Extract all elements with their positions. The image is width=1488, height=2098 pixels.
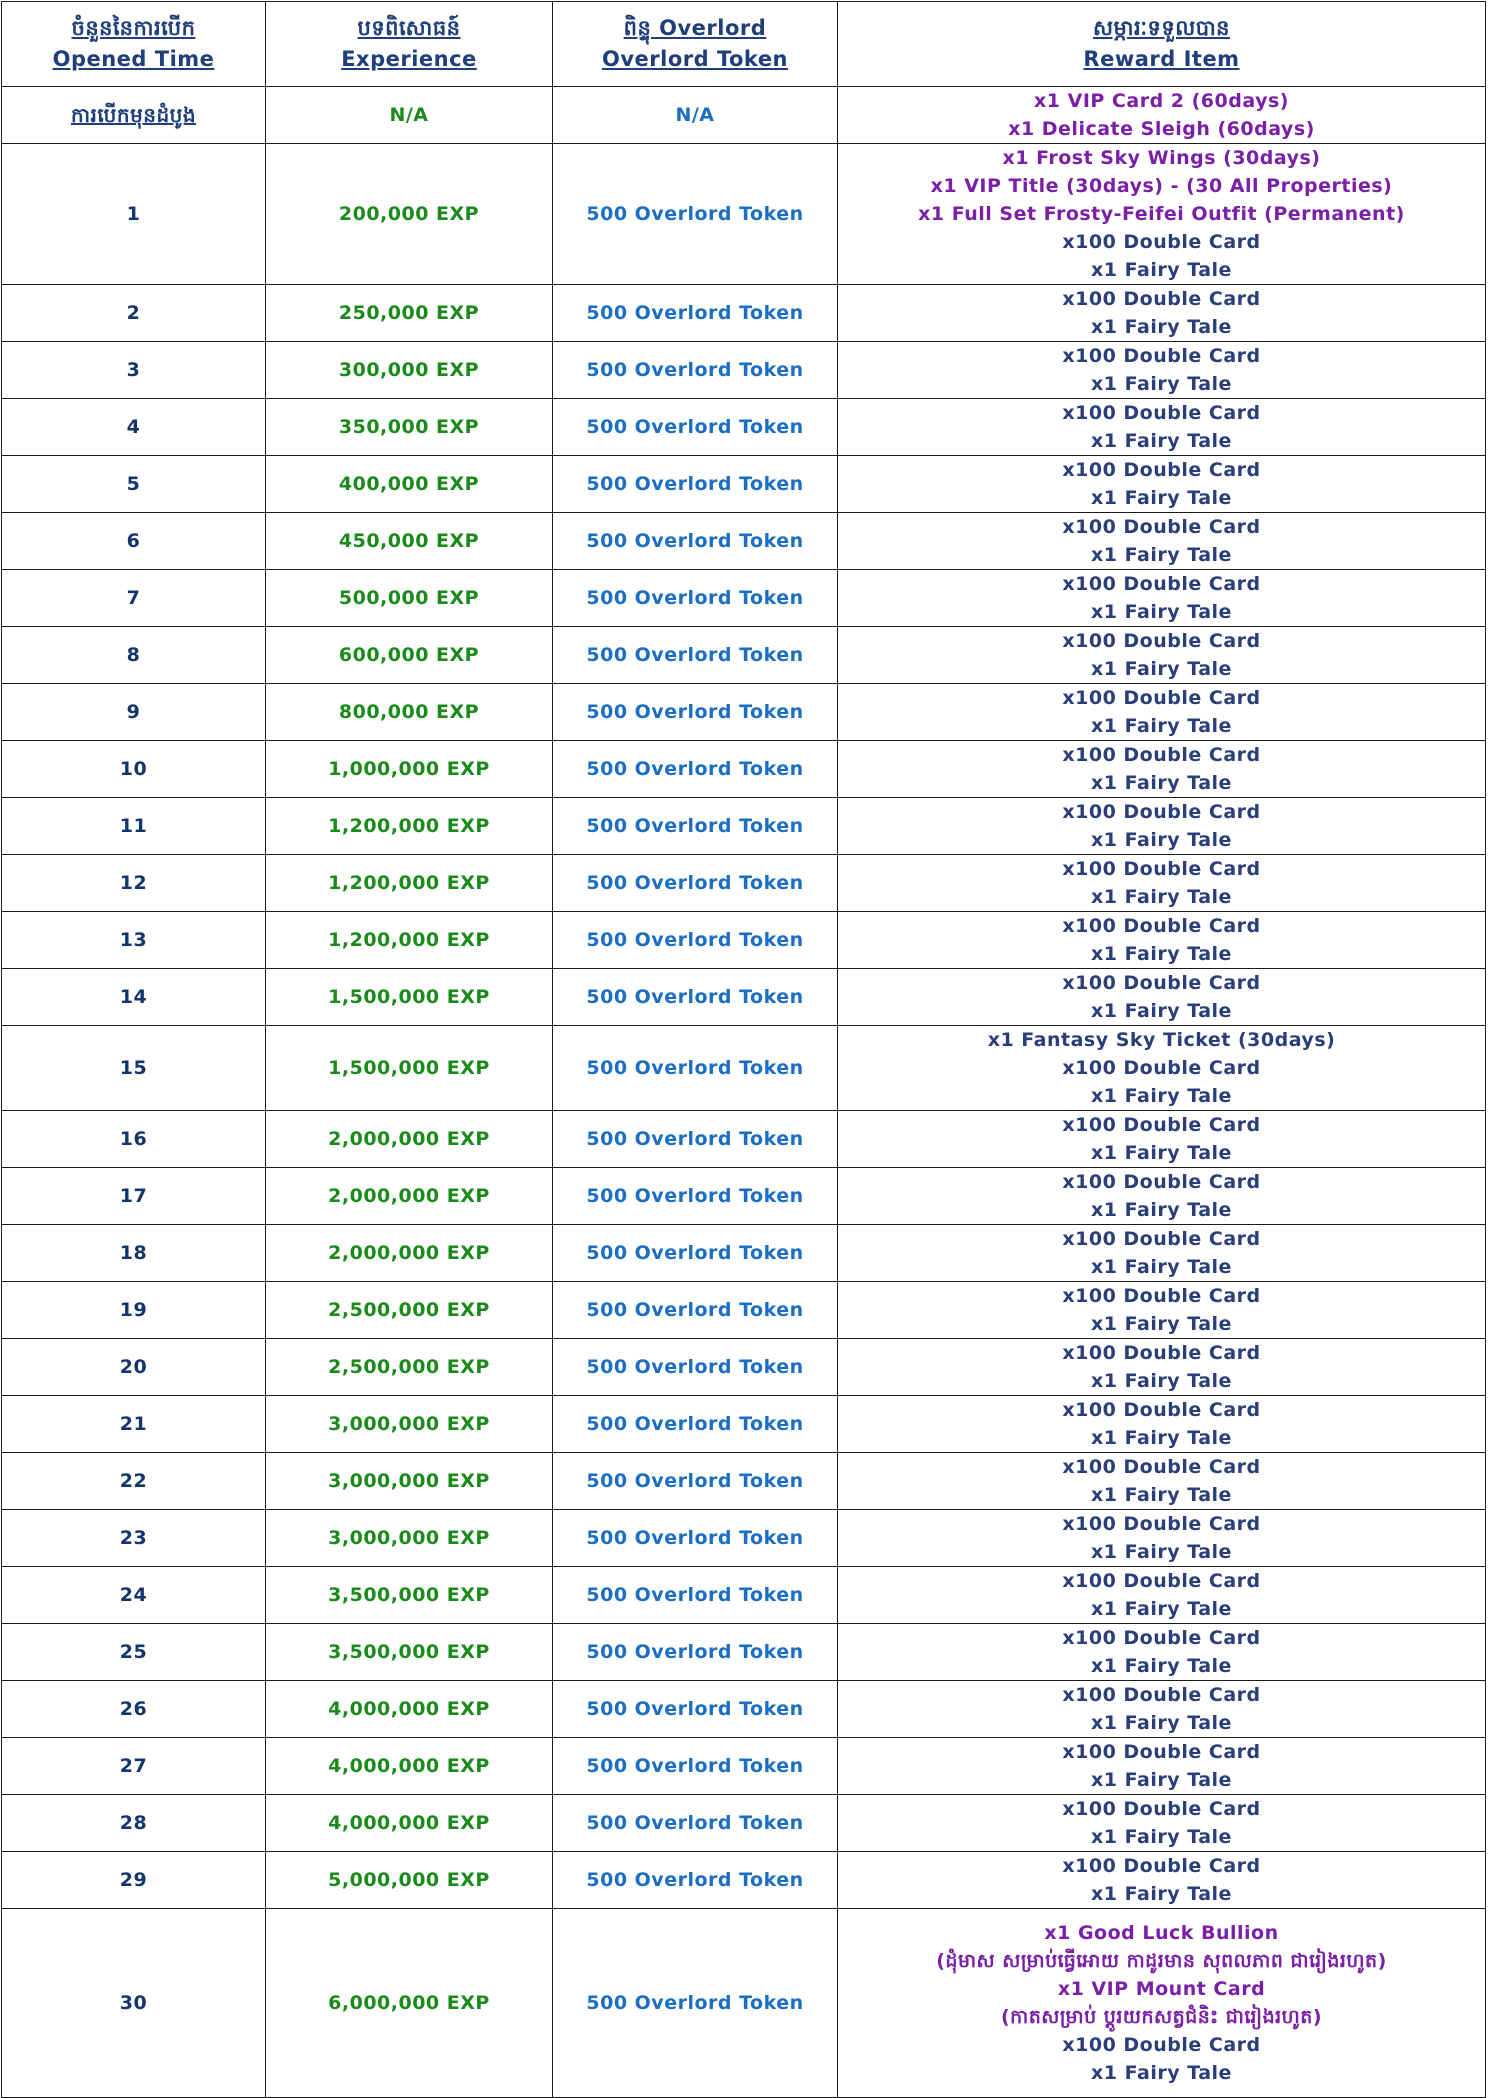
opened-time-cell: 20 bbox=[2, 1339, 266, 1396]
table-row bbox=[2, 1396, 1486, 1453]
header-reward-item-en: Reward Item bbox=[1083, 47, 1240, 71]
reward-line: x1 Fairy Tale bbox=[1091, 487, 1232, 509]
reward-item-cell bbox=[838, 969, 1486, 1026]
reward-item-cell bbox=[838, 1567, 1486, 1624]
reward-line: x1 Delicate Sleigh (60days) bbox=[1008, 118, 1315, 140]
table-row bbox=[2, 399, 1486, 456]
opened-time-cell: 28 bbox=[2, 1795, 266, 1852]
overlord-token-cell: 500 Overlord Token bbox=[553, 456, 838, 513]
reward-item-cell bbox=[838, 1282, 1486, 1339]
opened-time-cell: 18 bbox=[2, 1225, 266, 1282]
opened-time-cell: 13 bbox=[2, 912, 266, 969]
opened-time-cell: 22 bbox=[2, 1453, 266, 1510]
overlord-token-cell: 500 Overlord Token bbox=[553, 285, 838, 342]
table-row bbox=[2, 513, 1486, 570]
reward-line: x100 Double Card bbox=[1062, 1513, 1261, 1535]
experience-cell: 3,000,000 EXP bbox=[266, 1453, 553, 1510]
reward-line: x100 Double Card bbox=[1062, 744, 1261, 766]
reward-line: x1 Fairy Tale bbox=[1091, 259, 1232, 281]
reward-item-cell bbox=[838, 1225, 1486, 1282]
overlord-token-cell: 500 Overlord Token bbox=[553, 342, 838, 399]
reward-item-cell bbox=[838, 1396, 1486, 1453]
reward-line: x100 Double Card bbox=[1062, 1342, 1261, 1364]
table-row bbox=[2, 570, 1486, 627]
reward-line: x1 Fairy Tale bbox=[1091, 2062, 1232, 2084]
reward-line: x100 Double Card bbox=[1062, 687, 1261, 709]
opened-time-cell: 5 bbox=[2, 456, 266, 513]
experience-cell: 300,000 EXP bbox=[266, 342, 553, 399]
reward-item-cell bbox=[838, 342, 1486, 399]
overlord-token-cell: 500 Overlord Token bbox=[553, 741, 838, 798]
opened-time-cell: 11 bbox=[2, 798, 266, 855]
header-experience-km: បទពិសោធន៍ bbox=[357, 16, 461, 40]
table-row bbox=[2, 684, 1486, 741]
experience-cell: 4,000,000 EXP bbox=[266, 1795, 553, 1852]
intro-opened-label: ការបើកមុនដំបូង bbox=[70, 102, 197, 127]
overlord-token-cell: 500 Overlord Token bbox=[553, 570, 838, 627]
reward-line: x1 Fairy Tale bbox=[1091, 544, 1232, 566]
table-row bbox=[2, 741, 1486, 798]
table-row bbox=[2, 1852, 1486, 1909]
reward-line: x100 Double Card bbox=[1062, 516, 1261, 538]
reward-line: x1 Fairy Tale bbox=[1091, 1256, 1232, 1278]
intro-token-cell: N/A bbox=[553, 87, 838, 144]
experience-cell: 2,000,000 EXP bbox=[266, 1111, 553, 1168]
table-row bbox=[2, 1339, 1486, 1396]
table-row bbox=[2, 1795, 1486, 1852]
experience-cell: 2,500,000 EXP bbox=[266, 1282, 553, 1339]
reward-item-cell bbox=[838, 144, 1486, 285]
opened-time-cell: 25 bbox=[2, 1624, 266, 1681]
reward-sheet bbox=[0, 1, 1488, 2084]
table-row bbox=[2, 1738, 1486, 1795]
overlord-token-cell: 500 Overlord Token bbox=[553, 1168, 838, 1225]
overlord-token-cell: 500 Overlord Token bbox=[553, 1396, 838, 1453]
reward-line: x1 VIP Card 2 (60days) bbox=[1034, 90, 1289, 112]
header-reward-item bbox=[838, 2, 1486, 87]
overlord-token-cell: 500 Overlord Token bbox=[553, 855, 838, 912]
reward-table bbox=[1, 1, 1486, 2098]
experience-cell: 3,000,000 EXP bbox=[266, 1396, 553, 1453]
table-row bbox=[2, 798, 1486, 855]
reward-line: x1 Fairy Tale bbox=[1091, 658, 1232, 680]
opened-time-cell: 27 bbox=[2, 1738, 266, 1795]
reward-item-cell bbox=[838, 627, 1486, 684]
reward-line: x1 Fairy Tale bbox=[1091, 316, 1232, 338]
reward-line: x1 Fairy Tale bbox=[1091, 1484, 1232, 1506]
table-row bbox=[2, 855, 1486, 912]
table-row bbox=[2, 912, 1486, 969]
reward-item-cell bbox=[838, 399, 1486, 456]
reward-line: x1 Fairy Tale bbox=[1091, 1883, 1232, 1905]
reward-line: x1 Fairy Tale bbox=[1091, 1370, 1232, 1392]
table-row bbox=[2, 285, 1486, 342]
reward-item-cell bbox=[838, 855, 1486, 912]
reward-item-cell bbox=[838, 1624, 1486, 1681]
reward-line: x100 Double Card bbox=[1062, 801, 1261, 823]
reward-line: x100 Double Card bbox=[1062, 288, 1261, 310]
overlord-token-cell: 500 Overlord Token bbox=[553, 912, 838, 969]
experience-cell: 350,000 EXP bbox=[266, 399, 553, 456]
reward-line: x100 Double Card bbox=[1062, 972, 1261, 994]
table-row bbox=[2, 969, 1486, 1026]
experience-cell: 1,500,000 EXP bbox=[266, 969, 553, 1026]
table-row bbox=[2, 456, 1486, 513]
reward-line: x100 Double Card bbox=[1062, 1798, 1261, 1820]
opened-time-cell: 4 bbox=[2, 399, 266, 456]
header-opened-time-en: Opened Time bbox=[52, 47, 215, 71]
opened-time-cell: 9 bbox=[2, 684, 266, 741]
experience-cell: 450,000 EXP bbox=[266, 513, 553, 570]
table-row bbox=[2, 342, 1486, 399]
intro-row bbox=[2, 87, 1486, 144]
overlord-token-cell: 500 Overlord Token bbox=[553, 1111, 838, 1168]
reward-line: x1 Fairy Tale bbox=[1091, 943, 1232, 965]
header-overlord-token bbox=[553, 2, 838, 87]
reward-item-cell bbox=[838, 513, 1486, 570]
reward-item-cell bbox=[838, 1168, 1486, 1225]
reward-item-cell bbox=[838, 570, 1486, 627]
reward-line: x100 Double Card bbox=[1062, 402, 1261, 424]
reward-line: x100 Double Card bbox=[1062, 630, 1261, 652]
table-row bbox=[2, 1624, 1486, 1681]
header-experience bbox=[266, 2, 553, 87]
opened-time-cell: 10 bbox=[2, 741, 266, 798]
reward-line: x100 Double Card bbox=[1062, 1741, 1261, 1763]
opened-time-cell: 3 bbox=[2, 342, 266, 399]
reward-line: x100 Double Card bbox=[1062, 1627, 1261, 1649]
reward-line: x100 Double Card bbox=[1062, 1114, 1261, 1136]
reward-table-body bbox=[2, 87, 1486, 2098]
reward-line: x100 Double Card bbox=[1062, 459, 1261, 481]
reward-line: x1 Fairy Tale bbox=[1091, 1142, 1232, 1164]
reward-line: (កាតសម្រាប់ ប្តូរយកសត្វជំនិះ ជារៀងរហូត) bbox=[1000, 2006, 1323, 2028]
opened-time-cell: 15 bbox=[2, 1026, 266, 1111]
reward-line: x1 Fairy Tale bbox=[1091, 1000, 1232, 1022]
opened-time-cell: 8 bbox=[2, 627, 266, 684]
opened-time-cell: 23 bbox=[2, 1510, 266, 1567]
reward-item-cell bbox=[838, 1681, 1486, 1738]
reward-line: x1 Fairy Tale bbox=[1091, 1085, 1232, 1107]
reward-line: x1 Fairy Tale bbox=[1091, 430, 1232, 452]
reward-line: x100 Double Card bbox=[1062, 1228, 1261, 1250]
experience-cell: 5,000,000 EXP bbox=[266, 1852, 553, 1909]
intro-opened-cell bbox=[2, 87, 266, 144]
reward-item-cell bbox=[838, 798, 1486, 855]
experience-cell: 1,200,000 EXP bbox=[266, 855, 553, 912]
reward-item-cell bbox=[838, 1795, 1486, 1852]
reward-line: x1 Fairy Tale bbox=[1091, 715, 1232, 737]
table-row bbox=[2, 1111, 1486, 1168]
reward-line: x100 Double Card bbox=[1062, 573, 1261, 595]
reward-line: x1 Fairy Tale bbox=[1091, 1655, 1232, 1677]
reward-line: x1 Fairy Tale bbox=[1091, 886, 1232, 908]
overlord-token-cell: 500 Overlord Token bbox=[553, 399, 838, 456]
reward-item-cell bbox=[838, 1852, 1486, 1909]
intro-reward-cell bbox=[838, 87, 1486, 144]
opened-time-cell: 7 bbox=[2, 570, 266, 627]
reward-line: x1 VIP Mount Card bbox=[1057, 1978, 1266, 2000]
reward-line: x1 Frost Sky Wings (30days) bbox=[1002, 147, 1321, 169]
opened-time-cell: 2 bbox=[2, 285, 266, 342]
experience-cell: 2,500,000 EXP bbox=[266, 1339, 553, 1396]
reward-item-cell bbox=[838, 1453, 1486, 1510]
opened-time-cell: 16 bbox=[2, 1111, 266, 1168]
experience-cell: 500,000 EXP bbox=[266, 570, 553, 627]
experience-cell: 6,000,000 EXP bbox=[266, 1909, 553, 2098]
reward-item-cell bbox=[838, 285, 1486, 342]
header-overlord-token-en: Overlord Token bbox=[601, 47, 789, 71]
opened-time-cell: 17 bbox=[2, 1168, 266, 1225]
overlord-token-cell: 500 Overlord Token bbox=[553, 1681, 838, 1738]
reward-line: x100 Double Card bbox=[1062, 1057, 1261, 1079]
table-row bbox=[2, 1225, 1486, 1282]
reward-line: x100 Double Card bbox=[1062, 858, 1261, 880]
reward-item-cell bbox=[838, 741, 1486, 798]
reward-line: x1 Fantasy Sky Ticket (30days) bbox=[987, 1029, 1336, 1051]
reward-line: x100 Double Card bbox=[1062, 1570, 1261, 1592]
experience-cell: 4,000,000 EXP bbox=[266, 1681, 553, 1738]
reward-line: x1 VIP Title (30days) - (30 All Properties) bbox=[930, 175, 1393, 197]
opened-time-cell: 1 bbox=[2, 144, 266, 285]
reward-line: x1 Fairy Tale bbox=[1091, 772, 1232, 794]
experience-cell: 1,200,000 EXP bbox=[266, 798, 553, 855]
reward-item-cell bbox=[838, 1111, 1486, 1168]
reward-line: x1 Fairy Tale bbox=[1091, 1769, 1232, 1791]
opened-time-cell: 29 bbox=[2, 1852, 266, 1909]
opened-time-cell: 12 bbox=[2, 855, 266, 912]
experience-cell: 2,000,000 EXP bbox=[266, 1225, 553, 1282]
reward-line: x1 Fairy Tale bbox=[1091, 1427, 1232, 1449]
reward-line: (ដុំមាស សម្រាប់ធ្វើអោយ កាដូរមាន សុពលភាព ជារៀងរហូត) bbox=[936, 1950, 1387, 1972]
reward-line: x100 Double Card bbox=[1062, 1399, 1261, 1421]
table-row bbox=[2, 1909, 1486, 2098]
reward-line: x1 Fairy Tale bbox=[1091, 1598, 1232, 1620]
experience-cell: 4,000,000 EXP bbox=[266, 1738, 553, 1795]
reward-line: x1 Fairy Tale bbox=[1091, 601, 1232, 623]
overlord-token-cell: 500 Overlord Token bbox=[553, 684, 838, 741]
header-reward-item-km: សម្ភារៈទទួលបាន bbox=[1092, 16, 1231, 40]
reward-line: x1 Fairy Tale bbox=[1091, 829, 1232, 851]
reward-item-cell bbox=[838, 456, 1486, 513]
reward-line: x100 Double Card bbox=[1062, 1285, 1261, 1307]
overlord-token-cell: 500 Overlord Token bbox=[553, 798, 838, 855]
opened-time-cell: 21 bbox=[2, 1396, 266, 1453]
table-row bbox=[2, 1453, 1486, 1510]
table-row bbox=[2, 1510, 1486, 1567]
reward-item-cell bbox=[838, 1339, 1486, 1396]
reward-line: x100 Double Card bbox=[1062, 231, 1261, 253]
opened-time-cell: 6 bbox=[2, 513, 266, 570]
reward-line: x100 Double Card bbox=[1062, 1684, 1261, 1706]
reward-line: x1 Fairy Tale bbox=[1091, 1826, 1232, 1848]
overlord-token-cell: 500 Overlord Token bbox=[553, 1567, 838, 1624]
overlord-token-cell: 500 Overlord Token bbox=[553, 969, 838, 1026]
experience-cell: 3,000,000 EXP bbox=[266, 1510, 553, 1567]
reward-item-cell bbox=[838, 912, 1486, 969]
experience-cell: 600,000 EXP bbox=[266, 627, 553, 684]
overlord-token-cell: 500 Overlord Token bbox=[553, 144, 838, 285]
experience-cell: 2,000,000 EXP bbox=[266, 1168, 553, 1225]
overlord-token-cell: 500 Overlord Token bbox=[553, 513, 838, 570]
experience-cell: 250,000 EXP bbox=[266, 285, 553, 342]
overlord-token-cell: 500 Overlord Token bbox=[553, 1225, 838, 1282]
reward-line: x1 Fairy Tale bbox=[1091, 1313, 1232, 1335]
overlord-token-cell: 500 Overlord Token bbox=[553, 1282, 838, 1339]
overlord-token-cell: 500 Overlord Token bbox=[553, 1852, 838, 1909]
opened-time-cell: 26 bbox=[2, 1681, 266, 1738]
opened-time-cell: 30 bbox=[2, 1909, 266, 2098]
reward-item-cell bbox=[838, 1909, 1486, 2098]
table-row bbox=[2, 1681, 1486, 1738]
overlord-token-cell: 500 Overlord Token bbox=[553, 1510, 838, 1567]
overlord-token-cell: 500 Overlord Token bbox=[553, 1624, 838, 1681]
experience-cell: 800,000 EXP bbox=[266, 684, 553, 741]
experience-cell: 3,500,000 EXP bbox=[266, 1567, 553, 1624]
intro-exp-cell: N/A bbox=[266, 87, 553, 144]
experience-cell: 1,500,000 EXP bbox=[266, 1026, 553, 1111]
reward-line: x1 Fairy Tale bbox=[1091, 373, 1232, 395]
reward-line: x1 Fairy Tale bbox=[1091, 1541, 1232, 1563]
reward-line: x100 Double Card bbox=[1062, 1171, 1261, 1193]
header-opened-time-km: ចំនួននៃការបើក bbox=[71, 16, 196, 40]
reward-item-cell bbox=[838, 1026, 1486, 1111]
header-experience-en: Experience bbox=[341, 47, 477, 71]
opened-time-cell: 24 bbox=[2, 1567, 266, 1624]
overlord-token-cell: 500 Overlord Token bbox=[553, 1026, 838, 1111]
opened-time-cell: 14 bbox=[2, 969, 266, 1026]
table-row bbox=[2, 1026, 1486, 1111]
overlord-token-cell: 500 Overlord Token bbox=[553, 1453, 838, 1510]
overlord-token-cell: 500 Overlord Token bbox=[553, 627, 838, 684]
reward-line: x100 Double Card bbox=[1062, 1456, 1261, 1478]
reward-line: x1 Fairy Tale bbox=[1091, 1199, 1232, 1221]
reward-line: x100 Double Card bbox=[1062, 1855, 1261, 1877]
experience-cell: 3,500,000 EXP bbox=[266, 1624, 553, 1681]
reward-line: x1 Good Luck Bullion bbox=[1044, 1922, 1279, 1944]
table-row bbox=[2, 1567, 1486, 1624]
reward-item-cell bbox=[838, 1738, 1486, 1795]
table-row bbox=[2, 1168, 1486, 1225]
overlord-token-cell: 500 Overlord Token bbox=[553, 1738, 838, 1795]
header-opened-time bbox=[2, 2, 266, 87]
table-row bbox=[2, 627, 1486, 684]
reward-line: x100 Double Card bbox=[1062, 915, 1261, 937]
overlord-token-cell: 500 Overlord Token bbox=[553, 1339, 838, 1396]
reward-line: x1 Full Set Frosty-Feifei Outfit (Permanent) bbox=[918, 203, 1405, 225]
header-overlord-token-km: ពិន្ទុ Overlord bbox=[623, 16, 767, 40]
experience-cell: 1,200,000 EXP bbox=[266, 912, 553, 969]
experience-cell: 1,000,000 EXP bbox=[266, 741, 553, 798]
experience-cell: 400,000 EXP bbox=[266, 456, 553, 513]
reward-line: x100 Double Card bbox=[1062, 345, 1261, 367]
table-row bbox=[2, 1282, 1486, 1339]
reward-line: x1 Fairy Tale bbox=[1091, 1712, 1232, 1734]
opened-time-cell: 19 bbox=[2, 1282, 266, 1339]
overlord-token-cell: 500 Overlord Token bbox=[553, 1909, 838, 2098]
reward-line: x100 Double Card bbox=[1062, 2034, 1261, 2056]
reward-item-cell bbox=[838, 1510, 1486, 1567]
table-row bbox=[2, 144, 1486, 285]
experience-cell: 200,000 EXP bbox=[266, 144, 553, 285]
overlord-token-cell: 500 Overlord Token bbox=[553, 1795, 838, 1852]
header-row bbox=[2, 2, 1486, 87]
reward-item-cell bbox=[838, 684, 1486, 741]
